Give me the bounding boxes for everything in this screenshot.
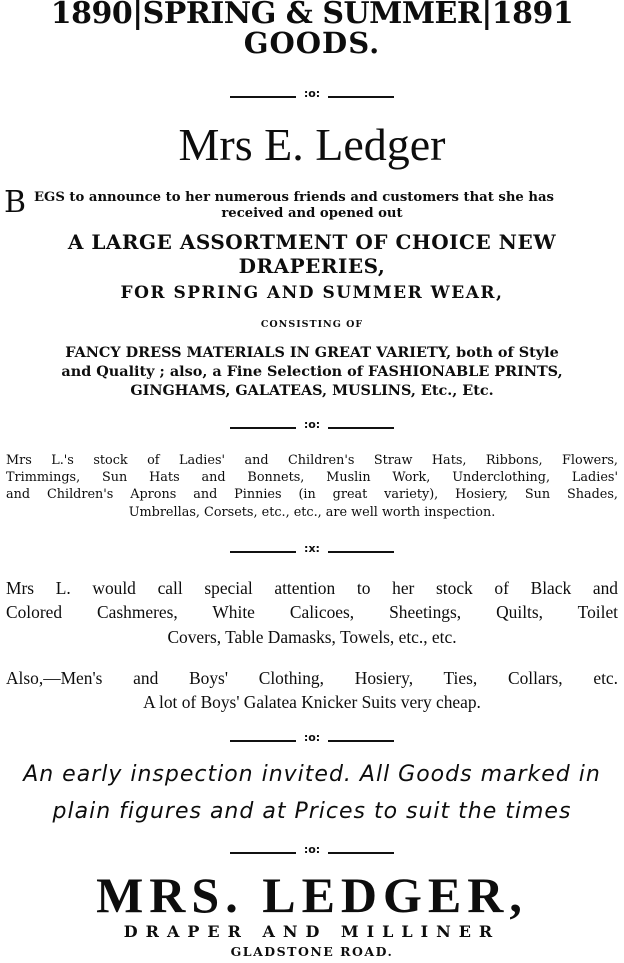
cashmeres-line: Colored Cashmeres, White Calicoes, Sheetings, Quilts, Toilet bbox=[6, 602, 618, 622]
stock-line: Trimmings, Sun Hats and Bonnets, Muslin Work, Underclothing, Ladies' bbox=[6, 470, 618, 485]
cashmeres-line: Mrs L. would call special attention to her stock of Black and bbox=[6, 578, 618, 598]
divider-rule bbox=[328, 427, 394, 429]
divider-ornament: :x: bbox=[304, 542, 320, 555]
assortment-heading: A LARGE ASSORTMENT OF CHOICE NEW bbox=[67, 230, 557, 254]
ornament-divider bbox=[230, 418, 394, 435]
divider-ornament: :o: bbox=[303, 843, 321, 856]
divider-rule bbox=[328, 740, 394, 742]
clothing-line: Also,—Men's and Boys' Clothing, Hosiery, Ties, Collars, etc. bbox=[6, 668, 618, 688]
divider-ornament: :o: bbox=[303, 418, 321, 431]
inspection-line: An early inspection invited. All Goods marked in bbox=[23, 762, 601, 787]
cashmeres-line: Covers, Table Damasks, Towels, etc., etc. bbox=[167, 627, 457, 647]
footer-name: MRS. LEDGER, bbox=[96, 867, 528, 923]
clothing-line: A lot of Boys' Galatea Knicker Suits very cheap. bbox=[143, 692, 481, 712]
materials-line: GINGHAMS, GALATEAS, MUSLINS, Etc., Etc. bbox=[130, 382, 494, 399]
draperies-heading: DRAPERIES, bbox=[238, 254, 386, 278]
headline-goods: GOODS. bbox=[243, 26, 381, 60]
intro-line: EGS to announce to her numerous friends and customers that she has bbox=[34, 190, 554, 205]
divider-ornament: :o: bbox=[303, 87, 321, 100]
ornament-divider bbox=[230, 87, 394, 104]
divider-rule bbox=[328, 551, 394, 553]
materials-line: and Quality ; also, a Fine Selection of FASHIONABLE PRINTS, bbox=[61, 363, 563, 380]
stock-line: Umbrellas, Corsets, etc., etc., are well worth inspection. bbox=[128, 505, 496, 520]
consisting-of: CONSISTING OF bbox=[260, 319, 364, 330]
ornament-divider bbox=[230, 731, 394, 748]
divider-ornament: :o: bbox=[303, 731, 321, 744]
footer-address: GLADSTONE ROAD. bbox=[230, 944, 394, 959]
materials-line: FANCY DRESS MATERIALS IN GREAT VARIETY, both of Style bbox=[65, 344, 559, 361]
intro-line: received and opened out bbox=[221, 206, 403, 221]
footer-trade: DRAPER AND MILLINER bbox=[123, 922, 501, 941]
proprietor-name: Mrs E. Ledger bbox=[178, 119, 446, 170]
ornament-divider bbox=[230, 542, 394, 559]
divider-rule bbox=[328, 96, 394, 98]
season-heading: FOR SPRING AND SUMMER WEAR, bbox=[120, 283, 504, 303]
ornament-divider bbox=[230, 843, 394, 860]
stock-line: Mrs L.'s stock of Ladies' and Children's Straw Hats, Ribbons, Flowers, bbox=[6, 453, 618, 468]
stock-line: and Children's Aprons and Pinnies (in great variety), Hosiery, Sun Shades, bbox=[6, 487, 618, 502]
divider-rule bbox=[328, 852, 394, 854]
headline-years: 1890|SPRING & SUMMER|1891 bbox=[50, 0, 574, 31]
drop-cap: B bbox=[4, 185, 27, 220]
inspection-line: plain figures and at Prices to suit the times bbox=[52, 799, 572, 824]
